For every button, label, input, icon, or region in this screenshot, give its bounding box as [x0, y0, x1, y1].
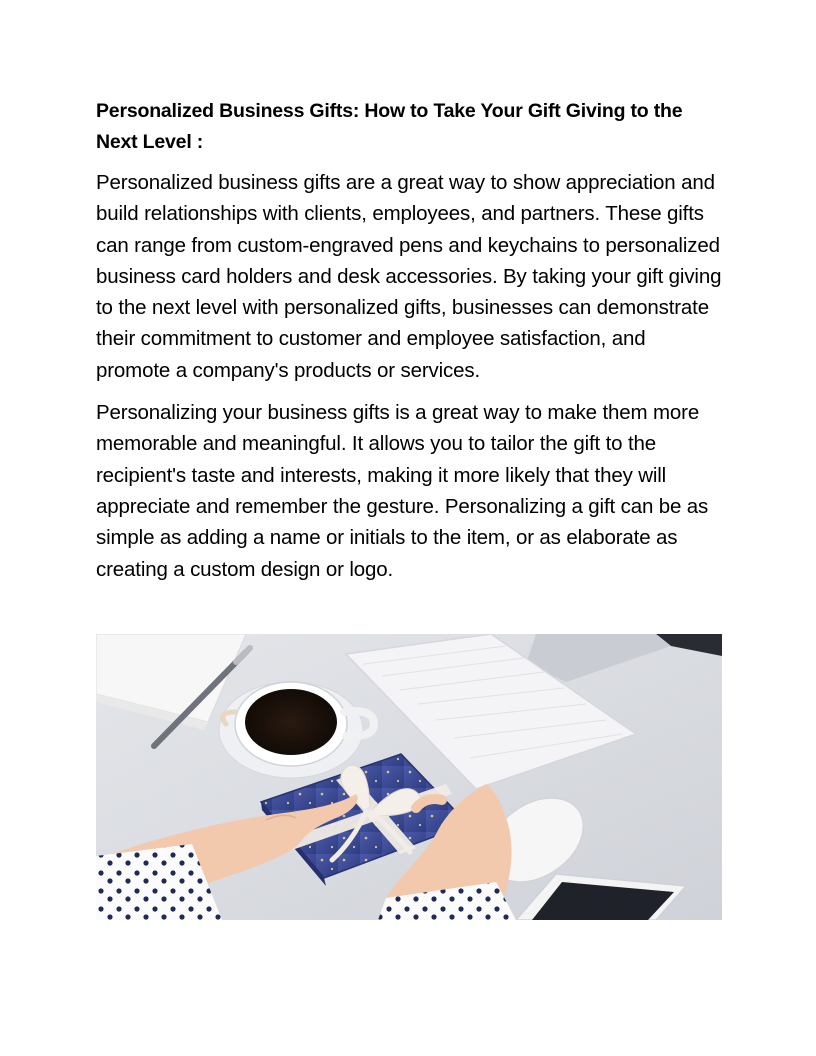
- paragraph-personalizing: Personalizing your business gifts is a great way to make them more memorable and meaningful. It allows you to tailor the gift to the recipient's taste and interests, making it more likely that they will appreciate and remember the gesture. Personalizing a gift can be as simple as adding a name or initials to the item, or as elaborate as creating a custom design or logo.: [96, 401, 709, 581]
- paragraph-intro: Personalized business gifts are a great way to show appreciation and build relationships with clients, employees, and partners. These gifts can range from custom-engraved pens and keychains to personalized business card holders and desk accessories. By taking your gift giving to the next level with personalized gifts, businesses can demonstrate their commitment to customer and employee satisfaction, and promote a company's products or services.: [96, 171, 722, 382]
- document-body: [96, 96, 722, 585]
- desk-gift-photo: [96, 634, 722, 920]
- document-title: Personalized Business Gifts: How to Take Your Gift Giving to the Next Level :: [96, 100, 683, 153]
